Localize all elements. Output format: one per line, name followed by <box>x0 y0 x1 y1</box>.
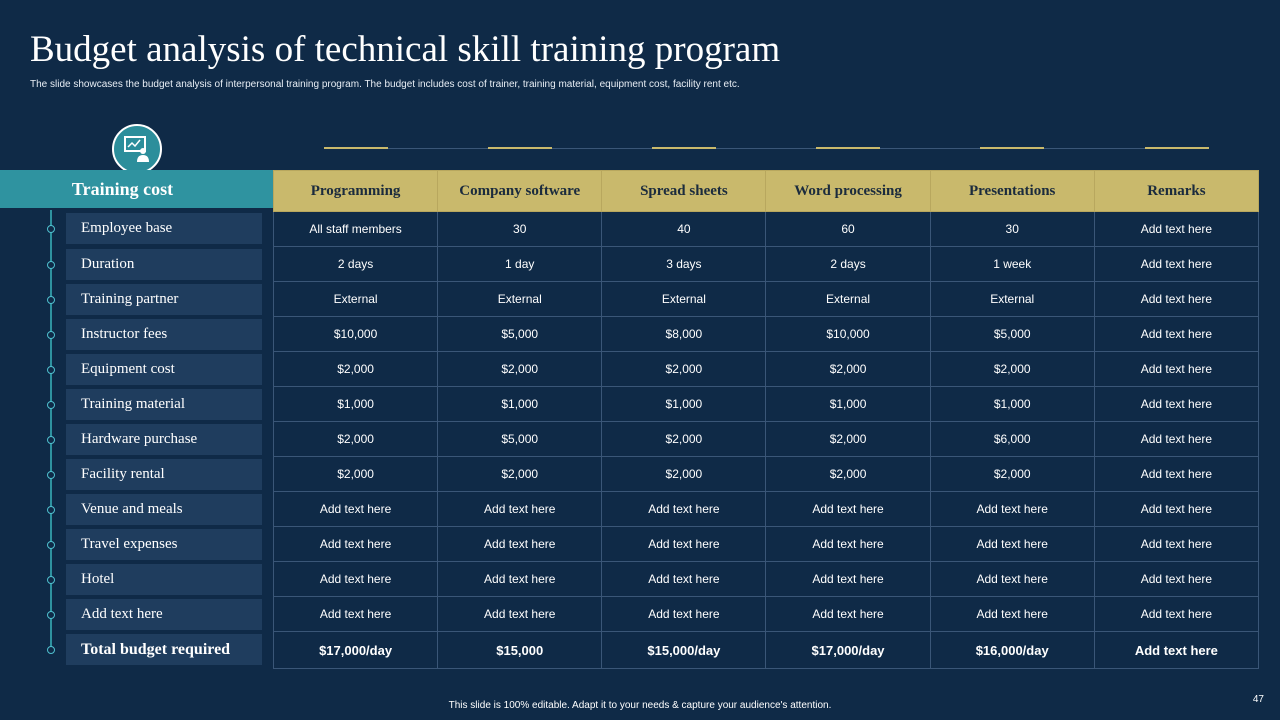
table-cell: Add text here <box>1094 317 1258 352</box>
table-row <box>274 527 1259 562</box>
table-row <box>274 457 1259 492</box>
table-cell: 60 <box>766 212 930 247</box>
table-cell: 2 days <box>766 247 930 282</box>
table-row <box>274 247 1259 282</box>
table-cell: Add text here <box>602 527 766 562</box>
table-cell: Add text here <box>930 492 1094 527</box>
table-cell: $5,000 <box>930 317 1094 352</box>
table-cell: $2,000 <box>438 352 602 387</box>
table-cell: $2,000 <box>766 352 930 387</box>
row-label: Hardware purchase <box>66 424 262 455</box>
table-row <box>274 422 1259 457</box>
table-cell: $17,000/day <box>274 632 438 669</box>
table-cell: $1,000 <box>602 387 766 422</box>
table-cell: $1,000 <box>274 387 438 422</box>
table-row <box>274 492 1259 527</box>
table-cell: 1 day <box>438 247 602 282</box>
column-header: Spread sheets <box>602 171 766 212</box>
table-cell: $2,000 <box>766 457 930 492</box>
table-cell: $2,000 <box>766 422 930 457</box>
table-cell: Add text here <box>1094 247 1258 282</box>
timeline-line <box>50 210 52 650</box>
timeline-dot <box>47 576 55 584</box>
table-cell: $5,000 <box>438 317 602 352</box>
row-label: Facility rental <box>66 459 262 490</box>
table-cell: Add text here <box>1094 212 1258 247</box>
table-cell: External <box>274 282 438 317</box>
row-label: Venue and meals <box>66 494 262 525</box>
table-cell: Add text here <box>1094 422 1258 457</box>
table-cell: 40 <box>602 212 766 247</box>
row-label: Duration <box>66 249 262 280</box>
table-cell: Add text here <box>438 597 602 632</box>
table-header-row <box>274 171 1259 212</box>
table-cell: Add text here <box>930 527 1094 562</box>
timeline-dot <box>47 331 55 339</box>
table-cell: External <box>766 282 930 317</box>
footer-note: This slide is 100% editable. Adapt it to your needs & capture your audience's attention. <box>448 700 832 711</box>
table-cell: $15,000/day <box>602 632 766 669</box>
column-accent-mark <box>324 147 388 149</box>
table-cell: $15,000 <box>438 632 602 669</box>
table-cell: $10,000 <box>274 317 438 352</box>
table-cell: $2,000 <box>930 457 1094 492</box>
timeline-dot <box>47 611 55 619</box>
row-label: Travel expenses <box>66 529 262 560</box>
table-cell: $2,000 <box>274 457 438 492</box>
table-cell: $10,000 <box>766 317 930 352</box>
table-cell: $2,000 <box>274 422 438 457</box>
row-label: Employee base <box>66 213 262 244</box>
budget-table <box>273 170 1259 669</box>
table-cell: $2,000 <box>602 422 766 457</box>
column-header: Programming <box>274 171 438 212</box>
table-cell: Add text here <box>1094 632 1258 669</box>
row-label: Training material <box>66 389 262 420</box>
table-cell: 30 <box>930 212 1094 247</box>
table-cell: Add text here <box>602 492 766 527</box>
table-cell: External <box>602 282 766 317</box>
table-cell: $2,000 <box>274 352 438 387</box>
table-row <box>274 562 1259 597</box>
timeline-dot <box>47 541 55 549</box>
timeline-dot <box>47 646 55 654</box>
table-cell: Add text here <box>1094 527 1258 562</box>
table-cell: 2 days <box>274 247 438 282</box>
row-label: Training partner <box>66 284 262 315</box>
table-cell: Add text here <box>274 527 438 562</box>
table-row <box>274 317 1259 352</box>
timeline-dot <box>47 296 55 304</box>
table-cell: Add text here <box>766 562 930 597</box>
table-cell: Add text here <box>438 527 602 562</box>
table-cell: Add text here <box>274 562 438 597</box>
table-cell: $2,000 <box>602 352 766 387</box>
table-row <box>274 212 1259 247</box>
page-number: 47 <box>1252 694 1264 705</box>
table-row <box>274 282 1259 317</box>
page-subtitle: The slide showcases the budget analysis of interpersonal training program. The budget includes cost of trainer, training material, equipment cost, facility rent etc. <box>30 79 740 90</box>
table-cell: Add text here <box>930 597 1094 632</box>
table-cell: Add text here <box>602 597 766 632</box>
table-cell: All staff members <box>274 212 438 247</box>
timeline-dot <box>47 366 55 374</box>
column-header: Remarks <box>1094 171 1258 212</box>
column-accent-mark <box>980 147 1044 149</box>
table-cell: Add text here <box>1094 282 1258 317</box>
table-cell: $5,000 <box>438 422 602 457</box>
table-cell: Add text here <box>438 562 602 597</box>
timeline-dot <box>47 401 55 409</box>
table-cell: Add text here <box>1094 352 1258 387</box>
row-label: Add text here <box>66 599 262 630</box>
timeline-dot <box>47 506 55 514</box>
table-row <box>274 597 1259 632</box>
column-header: Company software <box>438 171 602 212</box>
table-cell: Add text here <box>1094 562 1258 597</box>
timeline-dot <box>47 436 55 444</box>
table-cell: $1,000 <box>766 387 930 422</box>
row-label: Total budget required <box>66 634 262 665</box>
table-cell: 1 week <box>930 247 1094 282</box>
training-cost-header <box>0 170 273 208</box>
table-cell: Add text here <box>1094 597 1258 632</box>
row-label: Hotel <box>66 564 262 595</box>
table-cell: Add text here <box>766 527 930 562</box>
table-cell: Add text here <box>274 597 438 632</box>
column-accent-mark <box>488 147 552 149</box>
table-cell: Add text here <box>766 492 930 527</box>
column-header: Word processing <box>766 171 930 212</box>
row-label: Equipment cost <box>66 354 262 385</box>
table-cell: External <box>930 282 1094 317</box>
table-cell: Add text here <box>438 492 602 527</box>
table-cell: 3 days <box>602 247 766 282</box>
timeline-dot <box>47 471 55 479</box>
column-accent-mark <box>1145 147 1209 149</box>
timeline-dot <box>47 225 55 233</box>
table-cell: Add text here <box>274 492 438 527</box>
table-cell: Add text here <box>930 562 1094 597</box>
page-title: Budget analysis of technical skill training program <box>30 29 781 70</box>
column-accent-mark <box>652 147 716 149</box>
table-row <box>274 632 1259 669</box>
table-cell: $1,000 <box>930 387 1094 422</box>
timeline-dot <box>47 261 55 269</box>
table-cell: Add text here <box>602 562 766 597</box>
table-cell: $2,000 <box>438 457 602 492</box>
table-cell: Add text here <box>1094 492 1258 527</box>
column-accent-mark <box>816 147 880 149</box>
table-row <box>274 387 1259 422</box>
table-cell: $17,000/day <box>766 632 930 669</box>
table-cell: $2,000 <box>602 457 766 492</box>
table-cell: $6,000 <box>930 422 1094 457</box>
training-presentation-icon <box>112 124 162 174</box>
table-cell: Add text here <box>1094 387 1258 422</box>
table-cell: Add text here <box>766 597 930 632</box>
table-cell: Add text here <box>1094 457 1258 492</box>
column-header: Presentations <box>930 171 1094 212</box>
table-cell: External <box>438 282 602 317</box>
table-cell: $16,000/day <box>930 632 1094 669</box>
table-cell: $8,000 <box>602 317 766 352</box>
table-cell: 30 <box>438 212 602 247</box>
table-cell: $1,000 <box>438 387 602 422</box>
table-cell: $2,000 <box>930 352 1094 387</box>
table-row <box>274 352 1259 387</box>
row-label: Instructor fees <box>66 319 262 350</box>
training-cost-header-label: Training cost <box>71 178 174 199</box>
